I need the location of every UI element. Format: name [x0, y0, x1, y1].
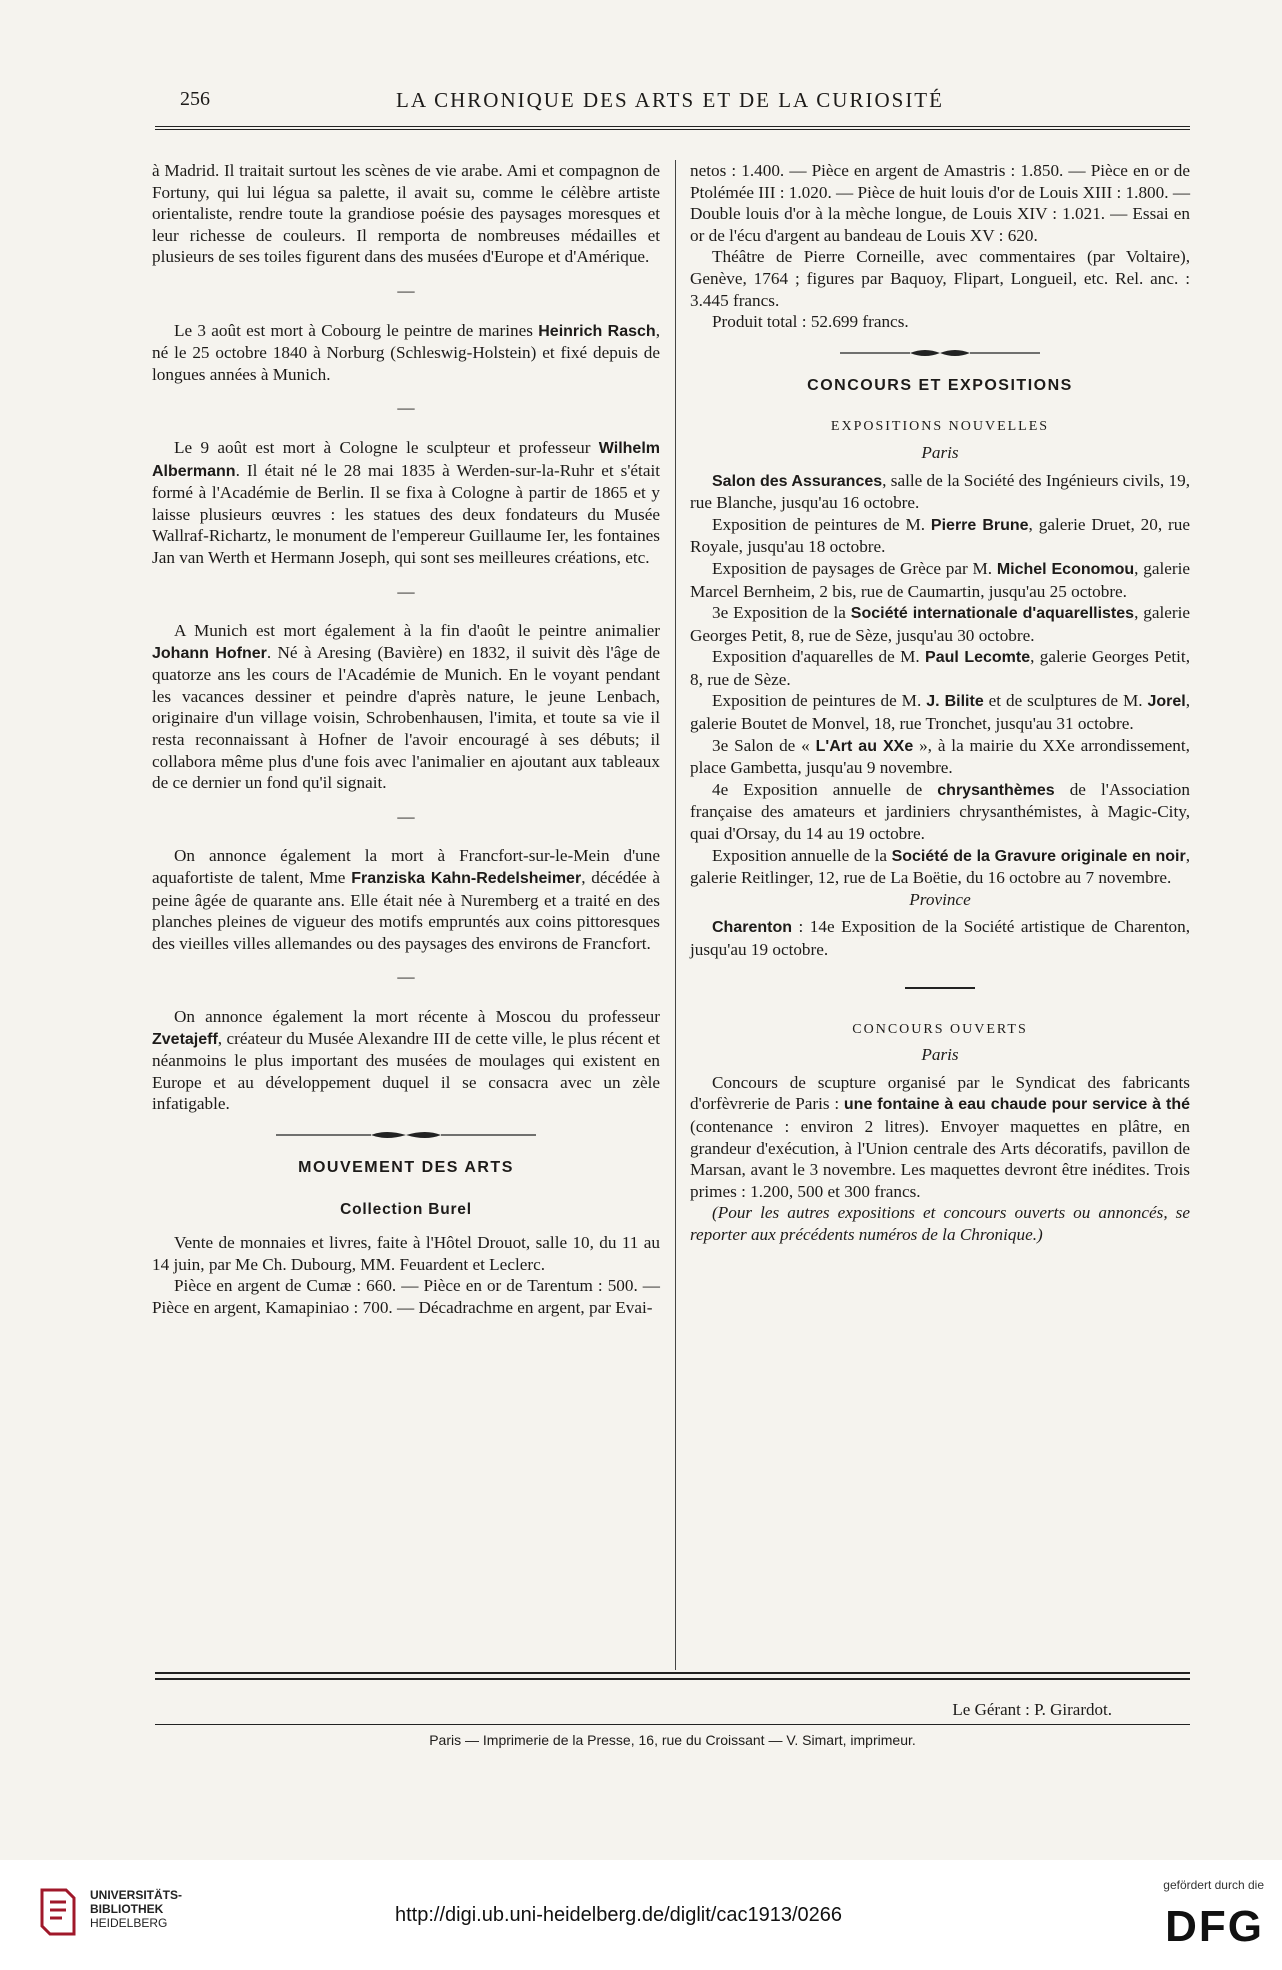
footer-rule — [155, 1672, 1190, 1680]
page-number: 256 — [180, 88, 210, 110]
funding-note: gefördert durch die — [1163, 1878, 1264, 1892]
running-title: LA CHRONIQUE DES ARTS ET DE LA CURIOSITÉ — [396, 88, 944, 112]
page-header — [150, 88, 1190, 118]
collection-title: Collection Burel — [340, 1200, 472, 1218]
library-name: UNIVERSITÄTS- BIBLIOTHEK HEIDELBERG — [90, 1888, 183, 1930]
separator-dash: — — [397, 806, 415, 826]
paragraph: Le 9 août est mort à Cologne le sculpteur et professeur Wilhelm Albermann. Il était né le 28 mai 1835 à Werden-sur-la-Ruhr et s'était formé à l'Académie de Berlin. Il se fixa à Cologne à partir de 1865 et y laisse plusieurs œuvres : les statues des deux fondateurs du Musée Wallraf-Richartz, le monument de l'empereur Guillaume Ier, les fontaines Jan van Werth et Hermann Joseph, qui sont ses meilleures créations, etc. — [152, 437, 660, 567]
library-logo-icon — [38, 1886, 78, 1938]
separator-dash: — — [397, 398, 415, 418]
dfg-logo: DFG — [1165, 1902, 1264, 1951]
right-column — [690, 160, 1190, 1246]
city-heading: Paris — [921, 442, 959, 462]
person-name: Franziska Kahn-Redelsheimer — [351, 870, 582, 888]
paragraph: à Madrid. Il traitait surtout les scènes de vie arabe. Ami et compagnon de Fortuny, qui lui légua sa palette, il avait su, comme le célèbre artiste orientaliste, rendre toute la grandiose poésie des paysages moresques et leur richesse de couleurs. Il remporta de nombreuses médailles et plusieurs de ses toiles figurent dans des musées d'Europe et d'Amérique. — [152, 161, 660, 267]
person-name: Heinrich Rasch — [538, 322, 656, 340]
subsection-title: CONCOURS OUVERTS — [852, 1021, 1028, 1037]
paragraph: Produit total : 52.699 francs. — [712, 312, 909, 332]
listing: Exposition de peintures de M. J. Bilite et de sculptures de M. Jorel, galerie Boutet de Monvel, 18, rue Tronchet, jusqu'au 31 octobre. — [690, 691, 1191, 734]
listing: 3e Exposition de la Société internationale d'aquarellistes, galerie Georges Petit, 8, rue de Sèze, jusqu'au 30 octobre. — [690, 603, 1190, 645]
person-name: Zvetajeff — [152, 1030, 218, 1048]
separator-dash: — — [397, 581, 415, 601]
paragraph: A Munich est mort également à la fin d'août le peintre animalier Johann Hofner. Né à Aresing (Bavière) en 1832, il suivit dès l'âge de quatorze ans les cours de l'Académie de Munich. En le voyant pendant les vacances dessiner et peindre d'après nature, le jeune Lenbach, originaire d'un village voisin, Schrobenhausen, l'imita, et toute sa vie il resta reconnaissant à Hofner de l'avoir encouragé à ses débuts; il collabora même plus d'une fois avec l'animalier en ajoutant aux tableaux de ce dernier un fond qu'il signait. — [152, 621, 661, 793]
listing: Exposition d'aquarelles de M. Paul Lecomte, galerie Georges Petit, 8, rue de Sèze. — [690, 647, 1191, 689]
printer-imprint: Paris — Imprimerie de la Presse, 16, rue du Croissant — V. Simart, imprimeur. — [429, 1732, 916, 1748]
separator-dash: — — [397, 280, 415, 300]
paragraph: Théâtre de Pierre Corneille, avec commentaires (par Voltaire), Genève, 1764 ; figures par Baquoy, Flipart, Longueil, etc. Rel. anc. : 3.445 francs. — [690, 247, 1190, 310]
column-separator — [675, 160, 676, 1670]
listing: Salon des Assurances, salle de la Société des Ingénieurs civils, 19, rue Blanche, jusqu'au 16 octobre. — [690, 470, 1191, 513]
subsection-title: EXPOSITIONS NOUVELLES — [830, 419, 1050, 435]
listing: Exposition de paysages de Grèce par M. Michel Economou, galerie Marcel Bernheim, 2 bis, rue de Caumartin, jusqu'au 25 octobre. — [690, 558, 1190, 601]
listing: Concours de scupture organisé par le Syndicat des fabricants d'orfèvrerie de Paris : une fontaine à eau chaude pour service à thé (contenance : environ 2 litres). Envoyer maquettes en plâtre, en grandeur d'exécution, à l'Union centrale des Arts décoratifs, pavillon de Marsan, avant le 3 novembre. Les maquettes devront être inédites. Trois primes : 1.200, 500 et 300 francs. — [690, 1072, 1190, 1201]
paragraph: On annonce également la mort récente à Moscou du professeur Zvetajeff, créateur du Musée Alexandre III de cette ville, le plus récent et néanmoins le plus important des musées de moulages qui existent en Europe et au développement duquel il se consacra avec un zèle infatigable. — [152, 1007, 660, 1114]
ornament-divider — [152, 1129, 660, 1141]
editorial-note: (Pour les autres expositions et concours ouverts ou annoncés, se reporter aux précédents numéros de la Chronique.) — [690, 1203, 1190, 1244]
listing: 4e Exposition annuelle de chrysanthèmes de l'Association française des amateurs et jardiniers chrysanthémistes, à Magic-City, quai d'Orsay, du 14 au 19 octobre. — [690, 779, 1190, 844]
province-heading: Province — [909, 889, 971, 909]
gerant-rule — [155, 1724, 1190, 1725]
person-name: Johann Hofner — [152, 644, 267, 662]
listing: Charenton : 14e Exposition de la Société artistique de Charenton, jusqu'au 19 octobre. — [690, 917, 1190, 959]
header-rule — [155, 126, 1190, 130]
paragraph: Pièce en argent de Cumæ : 660. — Pièce en or de Tarentum : 500. — Pièce en argent, Kamapiniao : 700. — Décadrachme en argent, par Evai- — [152, 1276, 660, 1317]
city-heading: Paris — [921, 1045, 959, 1065]
short-rule — [905, 987, 975, 989]
left-column — [152, 160, 660, 1319]
ornament-divider — [690, 347, 1190, 359]
gerant-line: Le Gérant : P. Girardot. — [952, 1700, 1112, 1719]
section-title: CONCOURS ET EXPOSITIONS — [807, 376, 1073, 394]
digitization-footer — [0, 1860, 1282, 1970]
source-url[interactable]: http://digi.ub.uni-heidelberg.de/diglit/cac1913/0266 — [395, 1904, 842, 1926]
listing: Exposition de peintures de M. Pierre Brune, galerie Druet, 20, rue Royale, jusqu'au 18 octobre. — [690, 514, 1190, 557]
paragraph: netos : 1.400. — Pièce en argent de Amastris : 1.850. — Pièce en or de Ptolémée III : 1.020. — Pièce de huit louis d'or de Louis XIII : 1.800. — Double louis d'or à la mèche longue, de Louis XIV : 1.021. — Essai en or de l'écu d'argent au bandeau de Louis XV : 620. — [690, 161, 1191, 245]
paragraph: On annonce également la mort à Francfort-sur-le-Mein d'une aquafortiste de talent, Mme Franziska Kahn-Redelsheimer, décédée à peine âgée de quarante ans. Elle était née à Nuremberg et a traité en des planches pleines de vigueur des motifs empruntés aux coins pittoresques des vieilles villes allemandes ou des paysages des environs de Francfort. — [152, 846, 660, 953]
separator-dash: — — [397, 967, 415, 987]
listing: 3e Salon de « L'Art au XXe », à la mairie du XXe arrondissement, place Gambetta, jusqu'au 9 novembre. — [690, 735, 1190, 778]
person-name: Wilhelm Albermann — [152, 439, 660, 480]
paragraph: Le 3 août est mort à Cobourg le peintre de marines Heinrich Rasch, né le 25 octobre 1840 à Norburg (Schleswig-Holstein) et fixé depuis de longues années à Munich. — [152, 320, 661, 384]
section-title: MOUVEMENT DES ARTS — [298, 1158, 514, 1176]
listing: Exposition annuelle de la Société de la Gravure originale en noir, galerie Reitlinger, 12, rue de La Boëtie, du 16 octobre au 7 novembre. — [690, 845, 1190, 888]
paragraph: Vente de monnaies et livres, faite à l'Hôtel Drouot, salle 10, du 11 au 14 juin, par Me Ch. Dubourg, MM. Feuardent et Leclerc. — [152, 1233, 660, 1274]
